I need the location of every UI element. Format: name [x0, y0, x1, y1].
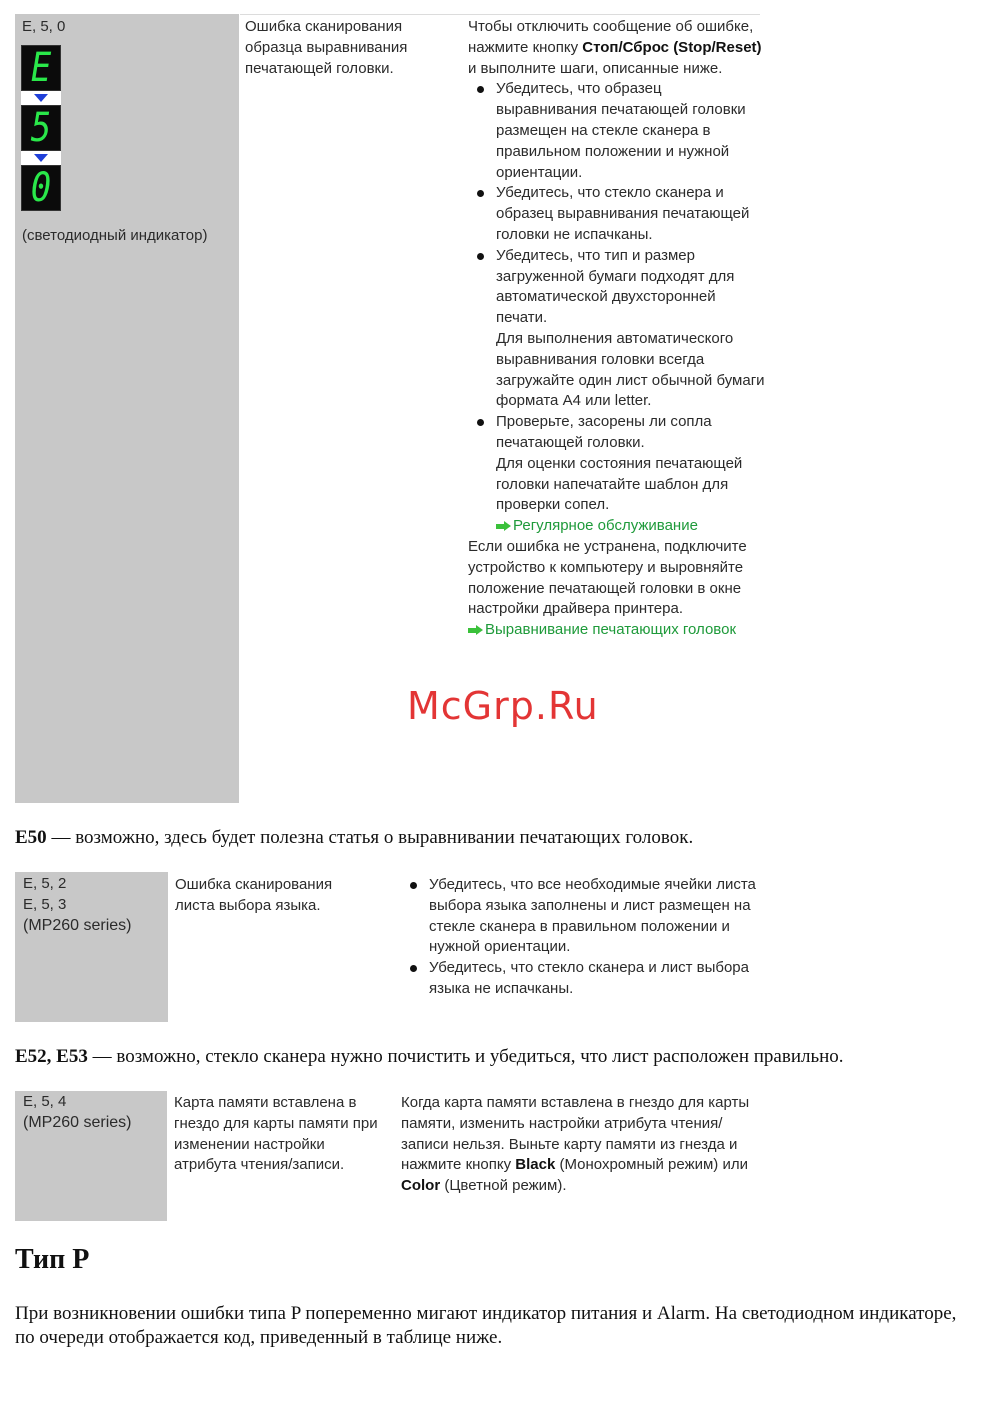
green-arrow-icon: [468, 628, 476, 633]
watermark: McGrp.Ru: [407, 684, 599, 728]
led-indicator-sequence: [21, 45, 61, 211]
link-maintenance[interactable]: Регулярное обслуживание: [496, 516, 766, 537]
error-code: E, 5, 2 E, 5, 3 (MP260 series): [23, 875, 132, 934]
down-arrow-icon: [21, 151, 61, 165]
list-item-note: Для оценки состояния печатающей головки напечатайте шаблон для проверки сопел.: [496, 454, 743, 514]
list-item: Убедитесь, что стекло сканера и образец выравнивания печатающей головки не испачканы.: [468, 183, 766, 245]
list-item: Проверьте, засорены ли сопла печатающей головки. Для оценки состояния печатающей головки напечатайте шаблон для проверки сопел. Регулярное обслуживание: [468, 412, 766, 537]
code-cell: [15, 14, 239, 803]
list-item: Убедитесь, что образец выравнивания печатающей головки размещен на стекле сканера в правильном положении и нужной ориентации.: [468, 79, 766, 183]
led-digit: E: [21, 45, 61, 91]
error-table-e52-e53: [15, 872, 760, 1022]
black-button-label: Black: [515, 1156, 556, 1174]
error-table-e50: [15, 14, 765, 803]
error-solution: [468, 17, 766, 641]
solution-closing: Если ошибка не устранена, подключите устройство к компьютеру и выровняйте положение печатающей головки в окне настройки драйвера принтера.: [468, 537, 747, 618]
green-arrow-icon: [496, 524, 504, 529]
error-table-e54: [15, 1091, 760, 1221]
solution-list: [468, 79, 766, 537]
stop-reset-button-label: Стоп/Сброс (Stop/Reset): [582, 38, 762, 56]
error-code: E, 5, 0: [22, 18, 66, 35]
led-caption: (светодиодный индикатор): [22, 227, 208, 244]
link-head-alignment[interactable]: Выравнивание печатающих головок: [468, 620, 766, 641]
color-button-label: Color: [401, 1177, 441, 1195]
note-e52-e53: E52, E53 — возможно, стекло сканера нужно почистить и убедиться, что лист расположен правильно.: [15, 1046, 844, 1067]
error-description: Ошибка сканирования образца выравнивания печатающей головки.: [245, 18, 408, 77]
table-top-border: [240, 14, 760, 15]
list-item: Убедитесь, что стекло сканера и лист выбора языка не испачканы.: [401, 958, 761, 1000]
led-digit: 0: [21, 165, 61, 211]
section-paragraph: При возникновении ошибки типа P попеременно мигают индикатор питания и Alarm. На светодиодном индикаторе, по очереди отображается код, приведенный в таблице ниже.: [15, 1303, 957, 1348]
down-arrow-icon: [21, 91, 61, 105]
list-item: Убедитесь, что все необходимые ячейки листа выбора языка заполнены и лист размещен на стекле сканера в правильном положении и нужной ориентации.: [401, 875, 761, 958]
list-item-note: Для выполнения автоматического выравнивания головки всегда загружайте один лист обычной бумаги формата A4 или letter.: [496, 329, 765, 410]
error-code: E, 5, 4 (MP260 series): [23, 1093, 132, 1131]
error-solution: Когда карта памяти вставлена в гнездо для карты памяти, изменить настройки атрибута чтения/записи нельзя. Выньте карту памяти из гнезда и нажмите кнопку Black (Монохромный режим) или Color (Цветной режим).: [401, 1094, 750, 1195]
led-digit: 5: [21, 105, 61, 151]
code-cell: [15, 872, 168, 1022]
solution-intro: Чтобы отключить сообщение об ошибке, нажмите кнопку Стоп/Сброс (Stop/Reset) и выполните шаги, описанные ниже.: [468, 18, 762, 77]
list-item: Убедитесь, что тип и размер загруженной бумаги подходят для автоматической двухсторонней печати. Для выполнения автоматического выравнивания головки всегда загружайте один лист обычной бумаги формата A4 или letter.: [468, 246, 766, 412]
section-title: Тип P: [15, 1244, 90, 1275]
code-cell: [15, 1091, 167, 1221]
note-e50: E50 — возможно, здесь будет полезна статья о выравнивании печатающих головок.: [15, 827, 694, 848]
error-description: Ошибка сканирования листа выбора языка.: [175, 876, 333, 914]
error-solution: [401, 875, 761, 1000]
error-description: Карта памяти вставлена в гнездо для карты памяти при изменении настройки атрибута чтения/записи.: [174, 1094, 378, 1174]
